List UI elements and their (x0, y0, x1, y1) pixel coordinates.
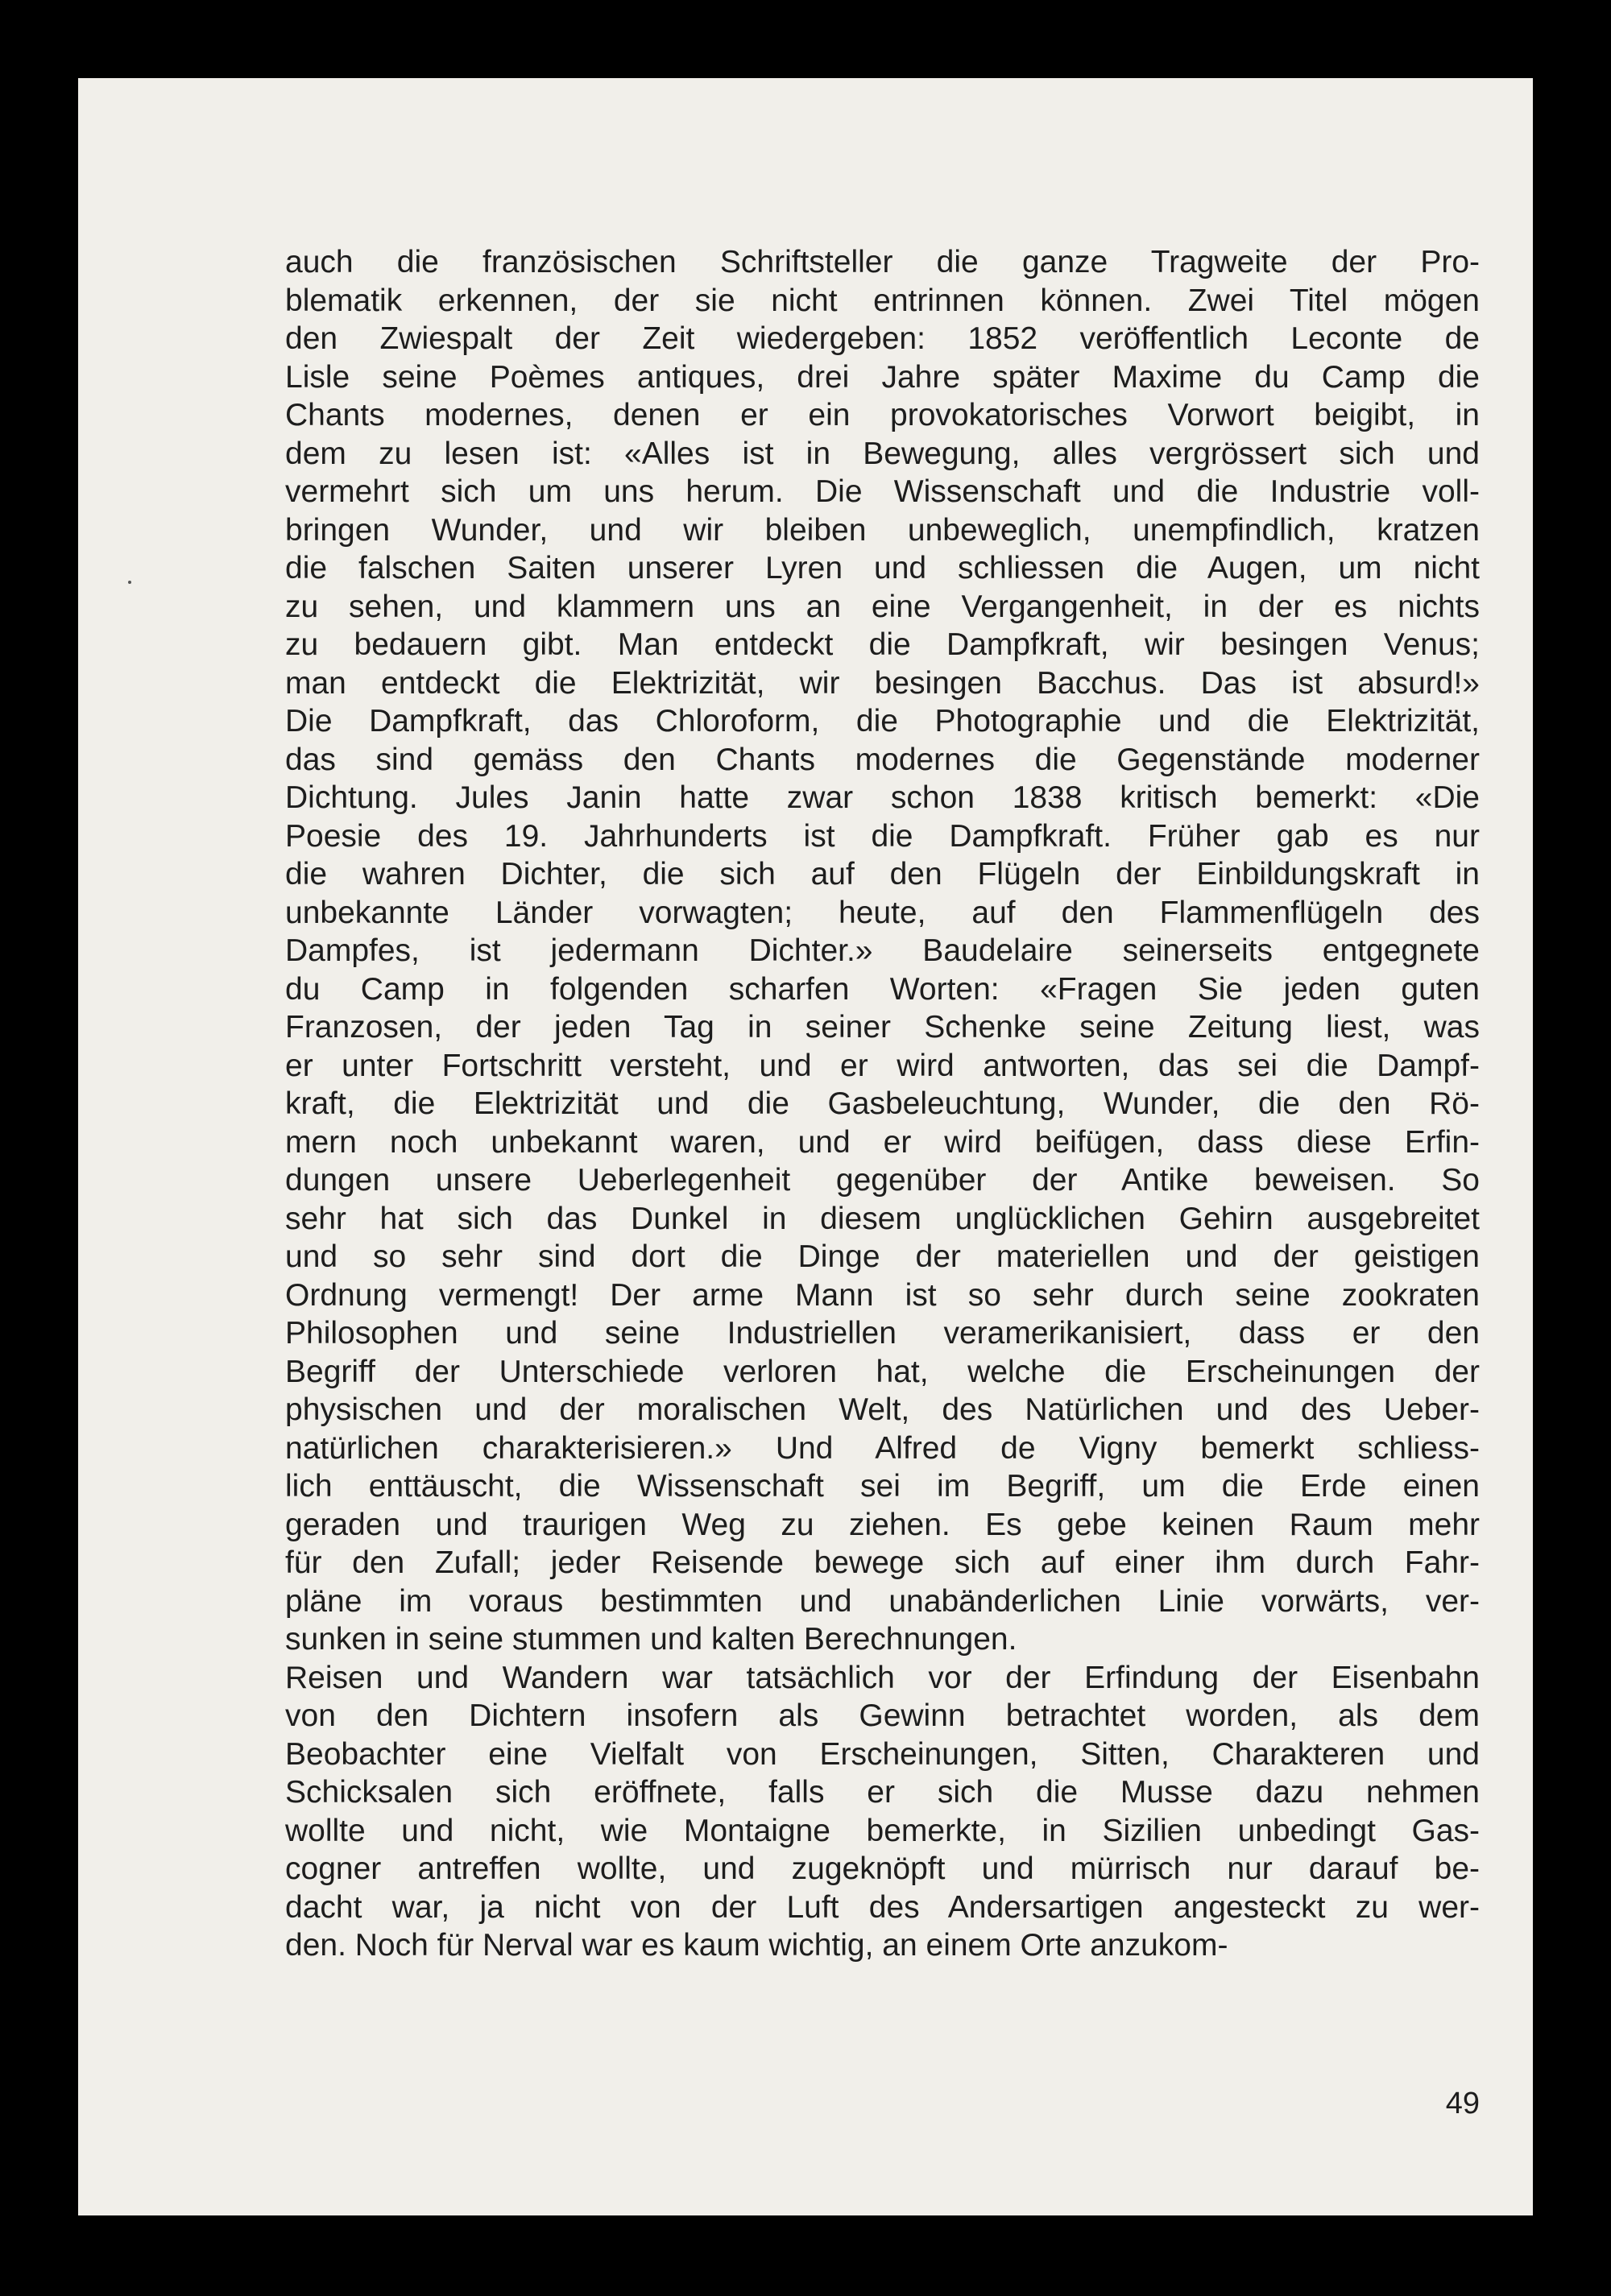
text-line: den. Noch für Nerval war es kaum wichtig, an einem Orte anzukom- (285, 1928, 1228, 1963)
text-line: dungen unsere Ueberlegenheit gegenüber der Antike beweisen. So (285, 1163, 1480, 1198)
paper-speck (128, 581, 131, 584)
text-line: er unter Fortschritt versteht, und er wird antworten, das sei die Dampf- (285, 1048, 1480, 1083)
text-line: die falschen Saiten unserer Lyren und schliessen die Augen, um nicht (285, 551, 1480, 585)
text-line: den Zwiespalt der Zeit wiedergeben: 1852 veröffentlich Leconte de (285, 321, 1480, 356)
text-line: Franzosen, der jeden Tag in seiner Schenke seine Zeitung liest, was (285, 1010, 1480, 1045)
text-line: Begriff der Unterschiede verloren hat, welche die Erscheinungen der (285, 1354, 1480, 1389)
body-text (285, 243, 1480, 1965)
text-line: Die Dampfkraft, das Chloroform, die Photographie und die Elektrizität, (285, 704, 1480, 738)
text-line: Philosophen und seine Industriellen veramerikanisiert, dass er den (285, 1316, 1480, 1351)
text-line: unbekannte Länder vorwagten; heute, auf den Flammenflügeln des (285, 895, 1480, 930)
page-number: 49 (1445, 2087, 1480, 2120)
text-line: Dampfes, ist jedermann Dichter.» Baudelaire seinerseits entgegnete (285, 933, 1480, 968)
text-line: für den Zufall; jeder Reisende bewege sich auf einer ihm durch Fahr- (285, 1545, 1480, 1580)
text-line: wollte und nicht, wie Montaigne bemerkte, in Sizilien unbedingt Gas- (285, 1813, 1480, 1848)
text-line: blematik erkennen, der sie nicht entrinnen können. Zwei Titel mögen (285, 283, 1480, 318)
text-line: mern noch unbekannt waren, und er wird beifügen, dass diese Erfin- (285, 1124, 1480, 1160)
text-line: Dichtung. Jules Janin hatte zwar schon 1838 kritisch bemerkt: «Die (285, 780, 1480, 815)
text-line: pläne im voraus bestimmten und unabänderlichen Linie vorwärts, ver- (285, 1583, 1480, 1619)
text-line: vermehrt sich um uns herum. Die Wissenschaft und die Industrie voll- (285, 474, 1480, 509)
text-line: Chants modernes, denen er ein provokatorisches Vorwort beigibt, in (285, 398, 1480, 432)
text-line: cogner antreffen wollte, und zugeknöpft und mürrisch nur darauf be- (285, 1851, 1480, 1886)
text-line: sunken in seine stummen und kalten Berechnungen. (285, 1622, 1017, 1657)
text-line: zu sehen, und klammern uns an eine Vergangenheit, in der es nichts (285, 589, 1480, 624)
text-line: Ordnung vermengt! Der arme Mann ist so sehr durch seine zookraten (285, 1277, 1480, 1313)
text-line: dem zu lesen ist: «Alles ist in Bewegung, alles vergrössert sich und (285, 436, 1480, 471)
text-line: Schicksalen sich eröffnete, falls er sich die Musse dazu nehmen (285, 1775, 1480, 1810)
book-page (78, 78, 1533, 2215)
text-line: das sind gemäss den Chants modernes die Gegenstände moderner (285, 742, 1480, 777)
text-line: physischen und der moralischen Welt, des Natürlichen und des Ueber- (285, 1392, 1480, 1427)
text-line: auch die französischen Schriftsteller die ganze Tragweite der Pro- (285, 245, 1480, 279)
text-line: Lisle seine Poèmes antiques, drei Jahre später Maxime du Camp die (285, 359, 1480, 395)
text-line: bringen Wunder, und wir bleiben unbeweglich, unempfindlich, kratzen (285, 512, 1480, 548)
text-line: zu bedauern gibt. Man entdeckt die Dampfkraft, wir besingen Venus; (285, 627, 1480, 662)
text-line: man entdeckt die Elektrizität, wir besingen Bacchus. Das ist absurd!» (285, 665, 1480, 701)
text-line: du Camp in folgenden scharfen Worten: «Fragen Sie jeden guten (285, 971, 1480, 1007)
text-line: die wahren Dichter, die sich auf den Flügeln der Einbildungskraft in (285, 857, 1480, 892)
text-line: lich enttäuscht, die Wissenschaft sei im Begriff, um die Erde einen (285, 1469, 1480, 1504)
text-line: kraft, die Elektrizität und die Gasbeleuchtung, Wunder, die den Rö- (285, 1086, 1480, 1121)
text-line: natürlichen charakterisieren.» Und Alfred de Vigny bemerkt schliess- (285, 1430, 1480, 1466)
text-line: Beobachter eine Vielfalt von Erscheinungen, Sitten, Charakteren und (285, 1736, 1480, 1772)
text-line: und so sehr sind dort die Dinge der materiellen und der geistigen (285, 1239, 1480, 1274)
text-line: dacht war, ja nicht von der Luft des Andersartigen angesteckt zu wer- (285, 1889, 1480, 1925)
text-line: von den Dichtern insofern als Gewinn betrachtet worden, als dem (285, 1698, 1480, 1733)
text-line: geraden und traurigen Weg zu ziehen. Es gebe keinen Raum mehr (285, 1507, 1480, 1542)
text-line: sehr hat sich das Dunkel in diesem unglücklichen Gehirn ausgebreitet (285, 1201, 1480, 1236)
text-line: Reisen und Wandern war tatsächlich vor der Erfindung der Eisenbahn (285, 1660, 1480, 1695)
text-line: Poesie des 19. Jahrhunderts ist die Dampfkraft. Früher gab es nur (285, 818, 1480, 854)
